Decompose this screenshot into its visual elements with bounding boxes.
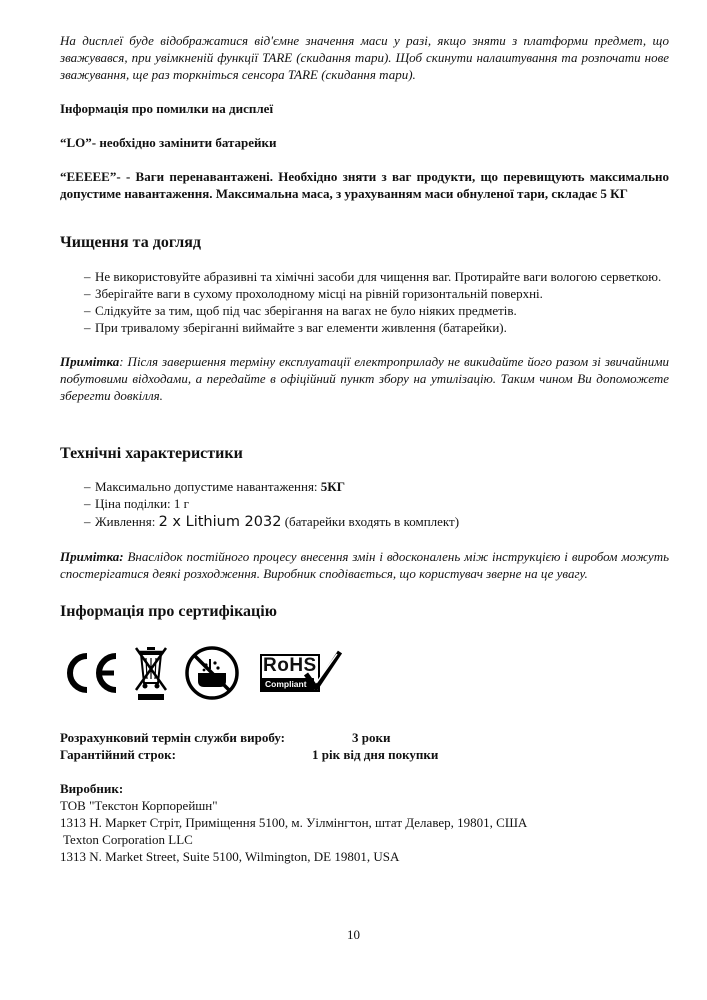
weee-bin-icon bbox=[134, 645, 168, 701]
specs-list bbox=[60, 478, 669, 532]
no-dishwasher-icon bbox=[184, 645, 240, 701]
service-life-row bbox=[60, 729, 669, 746]
manufacturer-line: Texton Corporation LLC bbox=[60, 832, 193, 847]
manufacturer-line: 1313 N. Market Street, Suite 5100, Wilmington, DE 19801, USA bbox=[60, 849, 400, 864]
errors-heading: Інформація про помилки на дисплеї bbox=[60, 101, 274, 116]
rohs-compliant-icon bbox=[260, 648, 342, 698]
checkmark-icon bbox=[304, 648, 344, 696]
document-page bbox=[60, 32, 669, 865]
page-number: 10 bbox=[347, 927, 360, 942]
intro-paragraph: На дисплеї буде відображатися від'ємне значення маси у разі, якщо зняти з платформи предмет, що зважувався, при увімкненій функції TARE (скидання тари). Щоб скинути налаштування та розпочати нове зважування, ще раз торкніться сенсора TARE (скидання тари). bbox=[60, 33, 669, 82]
list-item bbox=[83, 478, 669, 495]
service-life-value: 3 роки bbox=[352, 730, 391, 745]
rohs-compliant-text: Compliant bbox=[262, 678, 314, 690]
specs-heading: Технічні характеристики bbox=[60, 445, 243, 462]
warranty-row bbox=[60, 746, 669, 763]
note-label: Примітка bbox=[60, 354, 120, 369]
warranty-label: Гарантійний строк: bbox=[60, 747, 176, 762]
list-item: – Ціна поділки: 1 г bbox=[83, 495, 669, 512]
note-text: : Після завершення терміну експлуатації електроприладу не викидайте його разом зі звичайними побутовими відходами, а передайте в офіційний пункт збору на утилізацію. Таким чином Ви допоможете зберегти довкілля. bbox=[60, 354, 669, 403]
list-item: – Не використовуйте абразивні та хімічні засоби для чищення ваг. Протирайте ваги вологою серветкою. bbox=[83, 268, 669, 285]
manufacturer-line: 1313 Н. Маркет Стріт, Приміщення 5100, м. Уілмінгтон, штат Делавер, 19801, США bbox=[60, 815, 528, 830]
rohs-text: RoHS bbox=[263, 655, 317, 676]
power-value: 2 x Lithium 2032 bbox=[158, 514, 282, 530]
list-item: – При тривалому зберіганні виймайте з ваг елементи живлення (батарейки). bbox=[83, 319, 669, 336]
cleaning-note bbox=[60, 353, 669, 404]
list-item: – Зберігайте ваги в сухому прохолодному місці на рівній горизонтальній поверхні. bbox=[83, 285, 669, 302]
note-text: Внаслідок постійного процесу внесення змін і вдосконалень між інструкцією і виробом можуть спостерігатися деякі розходження. Виробник сподівається, що користувач зверне на це увагу. bbox=[60, 549, 669, 581]
power-note: (батарейки входять в комплект) bbox=[281, 514, 460, 529]
service-life-label: Розрахунковий термін служби виробу: bbox=[60, 730, 285, 745]
error-lo: “LO”- необхідно замінити батарейки bbox=[60, 135, 277, 150]
cleaning-heading: Чищення та догляд bbox=[60, 234, 201, 251]
warranty-value: 1 рік від дня покупки bbox=[312, 747, 439, 762]
certification-heading: Інформація про сертифікацію bbox=[60, 603, 277, 620]
max-load-label: Максимально допустиме навантаження: bbox=[95, 479, 321, 494]
specs-note bbox=[60, 548, 669, 582]
cleaning-list bbox=[60, 268, 669, 336]
max-load-value: 5КГ bbox=[320, 479, 345, 494]
certification-icons bbox=[60, 644, 669, 702]
list-item: – Слідкуйте за тим, щоб під час зберігання на вагах не було ніяких предметів. bbox=[83, 302, 669, 319]
power-label: Живлення: bbox=[95, 514, 159, 529]
ce-mark-icon bbox=[62, 648, 122, 698]
list-item bbox=[83, 512, 669, 532]
error-eeeee: “EEEEE”- - Ваги перенавантажені. Необхідно зняти з ваг продукти, що перевищують максимально допустиме навантаження. Максимальна маса, з урахуванням маси обнуленої тари, складає 5 КГ bbox=[60, 169, 669, 201]
manufacturer-heading: Виробник: bbox=[60, 781, 124, 796]
note-label: Примітка: bbox=[60, 549, 124, 564]
manufacturer-line: ТОВ "Текстон Корпорейшн" bbox=[60, 798, 218, 813]
